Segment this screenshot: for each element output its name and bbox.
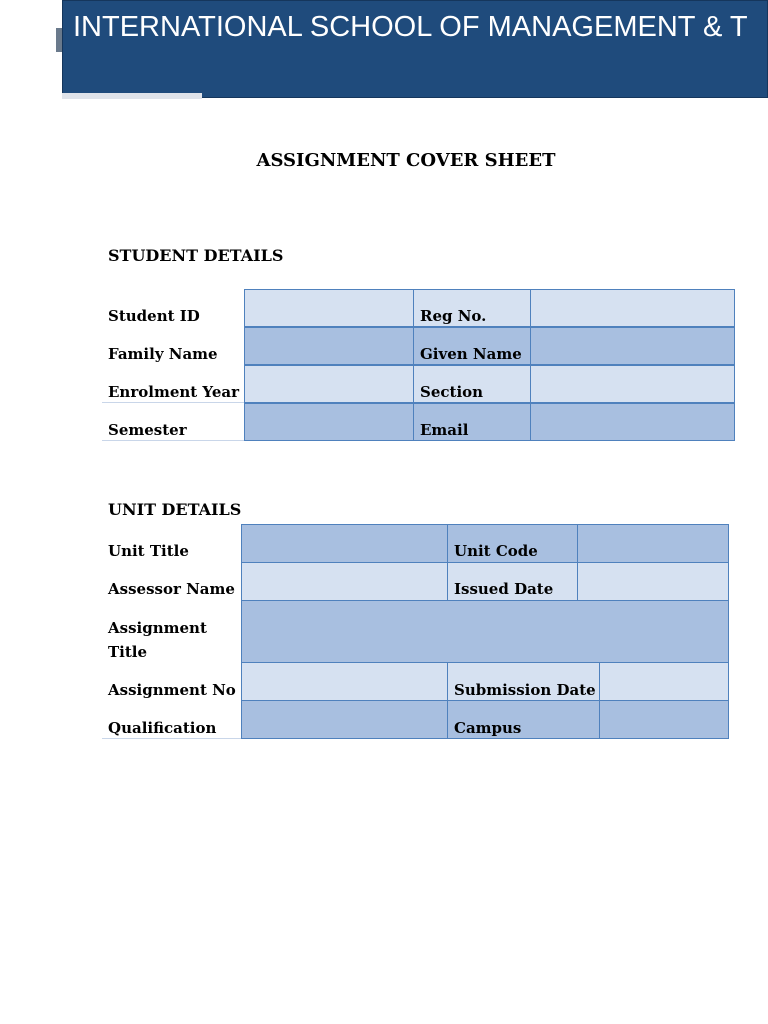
email-label: Email [420,421,469,439]
unit-title-field[interactable] [241,524,448,563]
assignment-title-field[interactable] [241,600,729,663]
banner-title: INTERNATIONAL SCHOOL OF MANAGEMENT & T [73,11,748,43]
campus-field[interactable] [599,700,729,739]
student-details-heading: STUDENT DETAILS [108,246,284,265]
assignment-title-label-line1: Assignment [108,619,207,637]
unit-code-field[interactable] [577,524,729,563]
header-banner [62,0,768,98]
assignment-no-label: Assignment No [108,681,236,699]
student-id-field[interactable] [244,289,414,327]
submission-date-label: Submission Date [454,681,596,699]
document-title: ASSIGNMENT COVER SHEET [256,150,556,171]
issued-date-field[interactable] [577,562,729,601]
reg-no-field[interactable] [530,289,735,327]
given-name-label: Given Name [420,345,522,363]
enrolment-year-field[interactable] [244,365,414,403]
unit-details-heading: UNIT DETAILS [108,500,242,519]
reg-no-label-top: Reg No. [420,307,487,325]
section-field[interactable] [530,365,735,403]
qualification-field[interactable] [241,700,448,739]
unit-title-label: Unit Title [108,542,189,560]
family-name-label: Family Name [108,345,218,363]
section-label: Section [420,383,484,401]
row-rule [102,440,244,441]
enrolment-year-label: Enrolment Year [108,383,239,401]
row-rule [102,738,241,739]
issued-date-label: Issued Date [454,580,554,598]
assignment-no-field[interactable] [241,662,448,701]
submission-date-field[interactable] [599,662,729,701]
assignment-title-label-line2: Title [108,643,148,661]
given-name-field[interactable] [530,327,735,365]
assessor-name-label: Assessor Name [108,580,235,598]
semester-label: Semester [108,421,187,439]
student-id-label: Student ID [108,307,200,325]
unit-code-label: Unit Code [454,542,538,560]
semester-field[interactable] [244,403,414,441]
campus-label: Campus [454,719,522,737]
qualification-label: Qualification [108,719,217,737]
banner-shadow [62,93,202,99]
family-name-field[interactable] [244,327,414,365]
row-rule [102,402,244,403]
assessor-name-field[interactable] [241,562,448,601]
email-field[interactable] [530,403,735,441]
